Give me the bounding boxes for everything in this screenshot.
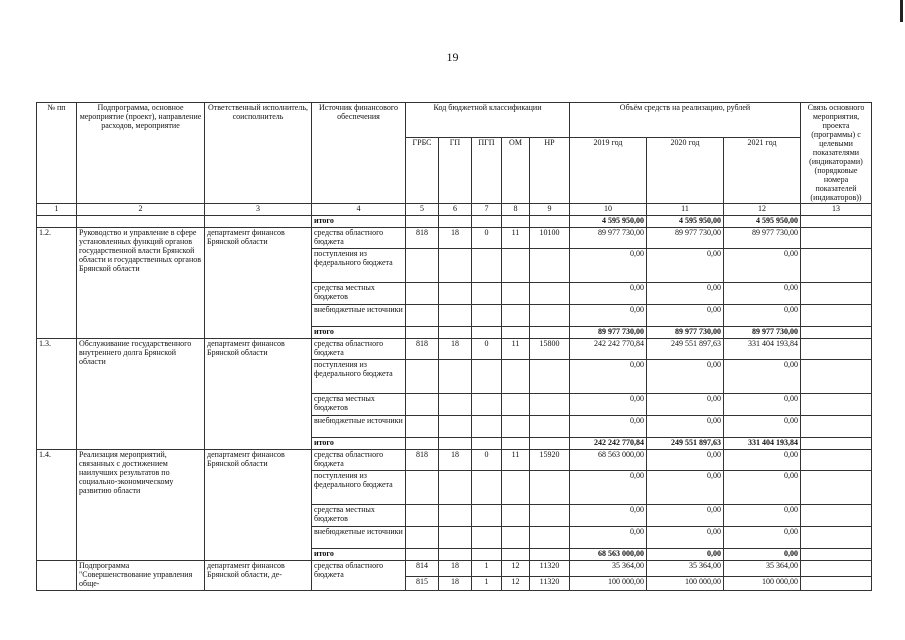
code-grbs: 818: [406, 339, 439, 360]
funding-source: средства областного бюджета: [312, 228, 406, 249]
indicator-link: [801, 471, 872, 505]
total-2019: 242 242 770,84: [570, 438, 647, 450]
amount-2020: 0,00: [647, 450, 724, 471]
empty-cell: [530, 216, 570, 228]
indicator-link: [801, 416, 872, 438]
indicator-link: [801, 394, 872, 416]
amount-2020: 249 551 897,63: [647, 339, 724, 360]
amount-2019: 0,00: [570, 394, 647, 416]
executor-name: департамент финансов Брянской области: [205, 228, 312, 339]
empty-cell: [502, 216, 530, 228]
code-gp: [439, 249, 472, 283]
code-om: 11: [502, 228, 530, 249]
amount-2021: 35 364,00: [724, 560, 801, 576]
row-number: 1.3.: [37, 339, 77, 450]
total-2021: 0,00: [724, 549, 801, 561]
code-grbs: [406, 360, 439, 394]
empty-cell: [439, 549, 472, 561]
program-name: Реализация мероприятий, связанных с достижением наилучших результатов по социально-экономическому развитию области: [77, 450, 205, 561]
table-row: [37, 339, 872, 360]
code-gp: 18: [439, 450, 472, 471]
row-number: 1.4.: [37, 450, 77, 561]
header-source: Источник финансового обеспечения: [312, 103, 406, 204]
header-link: Связь основного мероприятия, проекта (программы) с целевыми показателями (индикаторами) (порядковые номера показателей (индикаторов)): [801, 103, 872, 204]
amount-2021: 0,00: [724, 505, 801, 527]
code-nr: [530, 360, 570, 394]
amount-2019: 0,00: [570, 416, 647, 438]
amount-2021: 89 977 730,00: [724, 228, 801, 249]
funding-source: средства местных бюджетов: [312, 283, 406, 305]
amount-2020: 0,00: [647, 416, 724, 438]
empty-cell: [801, 216, 872, 228]
code-grbs: [406, 283, 439, 305]
code-grbs: 818: [406, 228, 439, 249]
amount-2020: 89 977 730,00: [647, 228, 724, 249]
header-nr: НР: [530, 138, 570, 204]
code-nr: [530, 249, 570, 283]
code-nr: [530, 305, 570, 327]
code-pgp: 0: [472, 228, 502, 249]
column-number: 11: [647, 204, 724, 216]
total-2019: 4 595 950,00: [570, 216, 647, 228]
empty-cell: [77, 216, 205, 228]
empty-cell: [439, 438, 472, 450]
indicator-link: [801, 327, 872, 339]
carryover-total-row: [37, 216, 872, 228]
scan-edge-mark: [900, 0, 903, 22]
code-nr: 11320: [530, 560, 570, 576]
page-number: 19: [446, 50, 459, 64]
total-label: итого: [312, 438, 406, 450]
indicator-link: [801, 228, 872, 249]
code-pgp: [472, 283, 502, 305]
amount-2021: 0,00: [724, 360, 801, 394]
code-grbs: [406, 305, 439, 327]
column-number: 4: [312, 204, 406, 216]
code-pgp: [472, 305, 502, 327]
empty-cell: [406, 549, 439, 561]
empty-cell: [502, 327, 530, 339]
empty-cell: [472, 327, 502, 339]
executor-name: департамент финансов Брянской области: [205, 339, 312, 450]
empty-cell: [472, 438, 502, 450]
total-2021: 89 977 730,00: [724, 327, 801, 339]
code-om: 11: [502, 339, 530, 360]
code-om: [502, 305, 530, 327]
header-row-1: [37, 103, 872, 138]
amount-2020: 0,00: [647, 505, 724, 527]
empty-cell: [439, 216, 472, 228]
code-gp: 18: [439, 577, 472, 591]
code-gp: 18: [439, 560, 472, 576]
funding-source: поступления из федерального бюджета: [312, 249, 406, 283]
code-pgp: [472, 505, 502, 527]
code-gp: [439, 305, 472, 327]
amount-2021: 100 000,00: [724, 577, 801, 591]
header-kbk: Код бюджетной классификации: [406, 103, 570, 138]
amount-2021: 0,00: [724, 527, 801, 549]
code-om: 12: [502, 577, 530, 591]
indicator-link: [801, 305, 872, 327]
code-nr: 15800: [530, 339, 570, 360]
column-number: 6: [439, 204, 472, 216]
code-grbs: [406, 471, 439, 505]
indicator-link: [801, 438, 872, 450]
code-nr: [530, 416, 570, 438]
total-2020: 4 595 950,00: [647, 216, 724, 228]
funding-source: внебюджетные источники: [312, 527, 406, 549]
header-grbs: ГРБС: [406, 138, 439, 204]
program-name: Руководство и управление в сфере установленных функций органов государственной власти Брянской области и государственных органов Брянской области: [77, 228, 205, 339]
code-om: [502, 360, 530, 394]
code-om: [502, 283, 530, 305]
empty-cell: [406, 438, 439, 450]
code-grbs: 815: [406, 577, 439, 591]
funding-source: средства областного бюджета: [312, 560, 406, 590]
funding-source: внебюджетные источники: [312, 416, 406, 438]
code-gp: 18: [439, 339, 472, 360]
empty-cell: [406, 216, 439, 228]
program-name: Подпрограмма "Совершенствование управления обще-: [77, 560, 205, 590]
empty-cell: [406, 327, 439, 339]
funding-source: внебюджетные источники: [312, 305, 406, 327]
column-number: 8: [502, 204, 530, 216]
column-number: 7: [472, 204, 502, 216]
code-pgp: [472, 471, 502, 505]
code-gp: [439, 527, 472, 549]
amount-2021: 0,00: [724, 283, 801, 305]
amount-2020: 35 364,00: [647, 560, 724, 576]
code-pgp: 1: [472, 577, 502, 591]
empty-cell: [472, 216, 502, 228]
executor-name: департамент финансов Брянской области, де-: [205, 560, 312, 590]
empty-cell: [530, 327, 570, 339]
total-label: итого: [312, 216, 406, 228]
code-grbs: [406, 505, 439, 527]
empty-cell: [37, 216, 77, 228]
total-label: итого: [312, 549, 406, 561]
table-row: [37, 228, 872, 249]
empty-cell: [502, 549, 530, 561]
header-om: ОМ: [502, 138, 530, 204]
header-2020: 2020 год: [647, 138, 724, 204]
amount-2019: 35 364,00: [570, 560, 647, 576]
amount-2021: 0,00: [724, 305, 801, 327]
code-nr: [530, 394, 570, 416]
funding-source: средства местных бюджетов: [312, 394, 406, 416]
code-gp: [439, 471, 472, 505]
header-gp: ГП: [439, 138, 472, 204]
indicator-link: [801, 549, 872, 561]
amount-2021: 0,00: [724, 471, 801, 505]
code-pgp: 0: [472, 450, 502, 471]
program-name: Обслуживание государственного внутреннего долга Брянской области: [77, 339, 205, 450]
total-label: итого: [312, 327, 406, 339]
indicator-link: [801, 577, 872, 591]
code-pgp: [472, 360, 502, 394]
amount-2019: 0,00: [570, 505, 647, 527]
funding-source: средства областного бюджета: [312, 339, 406, 360]
code-om: [502, 471, 530, 505]
code-grbs: 814: [406, 560, 439, 576]
amount-2019: 0,00: [570, 471, 647, 505]
amount-2021: 0,00: [724, 394, 801, 416]
amount-2021: 0,00: [724, 249, 801, 283]
indicator-link: [801, 360, 872, 394]
code-om: [502, 249, 530, 283]
code-om: 12: [502, 560, 530, 576]
amount-2019: 0,00: [570, 249, 647, 283]
code-om: 11: [502, 450, 530, 471]
indicator-link: [801, 560, 872, 576]
funding-source: поступления из федерального бюджета: [312, 471, 406, 505]
amount-2019: 242 242 770,84: [570, 339, 647, 360]
empty-cell: [472, 549, 502, 561]
header-num: № пп: [37, 103, 77, 204]
amount-2019: 100 000,00: [570, 577, 647, 591]
code-gp: 18: [439, 228, 472, 249]
amount-2021: 0,00: [724, 416, 801, 438]
code-om: [502, 527, 530, 549]
amount-2021: 0,00: [724, 450, 801, 471]
column-number: 1: [37, 204, 77, 216]
table-row: [37, 450, 872, 471]
code-nr: [530, 283, 570, 305]
code-pgp: [472, 249, 502, 283]
code-gp: [439, 505, 472, 527]
header-2019: 2019 год: [570, 138, 647, 204]
indicator-link: [801, 249, 872, 283]
code-pgp: [472, 416, 502, 438]
table-row: [37, 560, 872, 576]
amount-2019: 0,00: [570, 360, 647, 394]
code-gp: [439, 283, 472, 305]
amount-2019: 0,00: [570, 305, 647, 327]
header-pgp: ПГП: [472, 138, 502, 204]
amount-2019: 0,00: [570, 283, 647, 305]
code-nr: 11320: [530, 577, 570, 591]
code-pgp: [472, 527, 502, 549]
column-number: 9: [530, 204, 570, 216]
code-grbs: 818: [406, 450, 439, 471]
funding-source: поступления из федерального бюджета: [312, 360, 406, 394]
amount-2020: 0,00: [647, 360, 724, 394]
total-2020: 89 977 730,00: [647, 327, 724, 339]
executor-name: департамент финансов Брянской области: [205, 450, 312, 561]
empty-cell: [439, 327, 472, 339]
code-nr: [530, 527, 570, 549]
empty-cell: [530, 549, 570, 561]
code-nr: [530, 471, 570, 505]
amount-2020: 0,00: [647, 283, 724, 305]
empty-cell: [530, 438, 570, 450]
column-number: 3: [205, 204, 312, 216]
code-gp: [439, 360, 472, 394]
indicator-link: [801, 505, 872, 527]
column-number: 10: [570, 204, 647, 216]
empty-cell: [502, 438, 530, 450]
code-nr: 10100: [530, 228, 570, 249]
column-number: 13: [801, 204, 872, 216]
column-number: 12: [724, 204, 801, 216]
total-2019: 89 977 730,00: [570, 327, 647, 339]
budget-table: [36, 102, 872, 591]
funding-source: средства местных бюджетов: [312, 505, 406, 527]
column-number-row: [37, 204, 872, 216]
code-pgp: 0: [472, 339, 502, 360]
indicator-link: [801, 283, 872, 305]
code-grbs: [406, 249, 439, 283]
amount-2020: 0,00: [647, 249, 724, 283]
code-om: [502, 416, 530, 438]
code-om: [502, 394, 530, 416]
row-number: [37, 560, 77, 590]
total-2020: 249 551 897,63: [647, 438, 724, 450]
amount-2020: 0,00: [647, 394, 724, 416]
total-2021: 4 595 950,00: [724, 216, 801, 228]
amount-2020: 100 000,00: [647, 577, 724, 591]
code-grbs: [406, 416, 439, 438]
row-number: 1.2.: [37, 228, 77, 339]
funding-source: средства областного бюджета: [312, 450, 406, 471]
header-program: Подпрограмма, основное мероприятие (проект), направление расходов, мероприятие: [77, 103, 205, 204]
header-executor: Ответственный исполнитель, соисполнитель: [205, 103, 312, 204]
code-nr: 15920: [530, 450, 570, 471]
code-grbs: [406, 394, 439, 416]
code-nr: [530, 505, 570, 527]
amount-2019: 89 977 730,00: [570, 228, 647, 249]
code-om: [502, 505, 530, 527]
indicator-link: [801, 339, 872, 360]
total-2019: 68 563 000,00: [570, 549, 647, 561]
indicator-link: [801, 527, 872, 549]
column-number: 5: [406, 204, 439, 216]
total-2020: 0,00: [647, 549, 724, 561]
amount-2020: 0,00: [647, 471, 724, 505]
amount-2020: 0,00: [647, 527, 724, 549]
total-2021: 331 404 193,84: [724, 438, 801, 450]
code-pgp: [472, 394, 502, 416]
code-pgp: 1: [472, 560, 502, 576]
header-2021: 2021 год: [724, 138, 801, 204]
code-gp: [439, 394, 472, 416]
amount-2020: 0,00: [647, 305, 724, 327]
code-grbs: [406, 527, 439, 549]
indicator-link: [801, 450, 872, 471]
code-gp: [439, 416, 472, 438]
amount-2019: 68 563 000,00: [570, 450, 647, 471]
empty-cell: [205, 216, 312, 228]
column-number: 2: [77, 204, 205, 216]
header-volume: Объём средств на реализацию, рублей: [570, 103, 801, 138]
amount-2019: 0,00: [570, 527, 647, 549]
amount-2021: 331 404 193,84: [724, 339, 801, 360]
